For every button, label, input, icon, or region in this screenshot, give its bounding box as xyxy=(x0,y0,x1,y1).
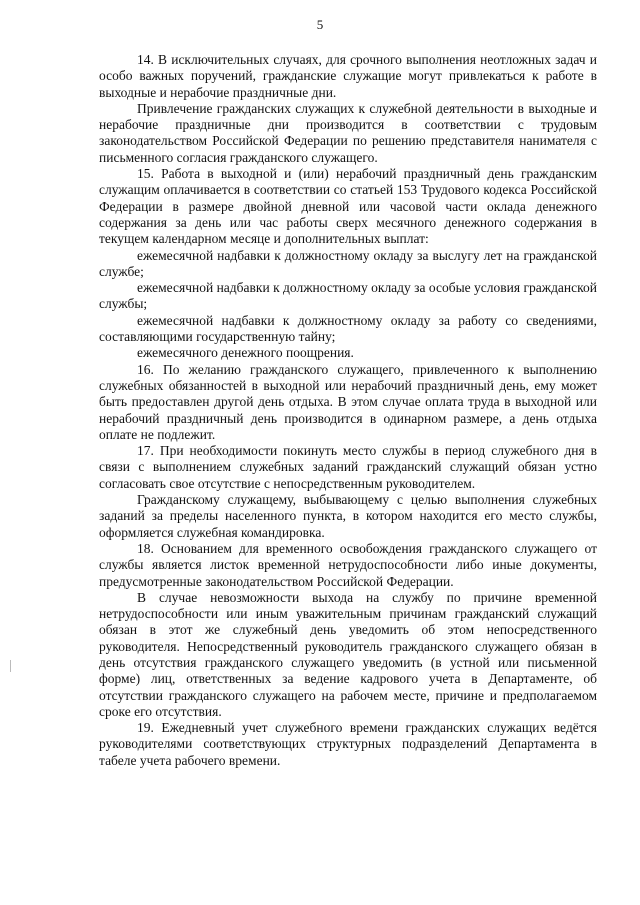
document-body xyxy=(99,52,597,769)
list-item-seniority-bonus: ежемесячной надбавки к должностному окладу за выслугу лет на гражданской службе; xyxy=(99,247,597,279)
paragraph-16: 16. По желанию гражданского служащего, привлеченного к выполнению служебных обязанностей в выходной или нерабочий праздничный день, ему может быть предоставлен другой день отдыха. В этом случае оплата труда в выходной или нерабочий праздничный день производится в одинарном размере, а день отдыха оплате не подлежит. xyxy=(99,361,597,442)
page-number: 5 xyxy=(316,17,324,32)
paragraph-18-absence-notice: В случае невозможности выхода на службу по причине временной нетрудоспособности или иным уважительным причинам гражданский служащий обязан в этот же служебный день уведомить об этом непосредственного руководителя. Непосредственный руководитель гражданского служащего обязан в день отсутствия гражданского служащего уведомить (в устной или письменной форме) лиц, ответственных за ведение кадрового учета в Департаменте, об отсутствии гражданского служащего на рабочем месте, причине и предполагаемом сроке его отсутствия. xyxy=(99,589,597,719)
paragraph-19: 19. Ежедневный учет служебного времени гражданских служащих ведётся руководителями соответствующих структурных подразделений Департамента в табеле учета рабочего времени. xyxy=(99,720,597,768)
list-item-special-conditions-bonus: ежемесячной надбавки к должностному окладу за особые условия гражданской службы; xyxy=(99,280,597,312)
list-item-state-secret-bonus: ежемесячной надбавки к должностному окладу за работу со сведениями, составляющими государственную тайну; xyxy=(99,312,597,345)
paragraph-17-business-trip: Гражданскому служащему, выбывающему с целью выполнения служебных заданий за пределы населенного пункта, в котором находится его место службы, оформляется служебная командировка. xyxy=(99,492,597,540)
scan-margin-mark xyxy=(10,660,11,672)
paragraph-17: 17. При необходимости покинуть место службы в период служебного дня в связи с выполнением служебных заданий гражданский служащий обязан устно согласовать свое отсутствие с непосредственным руководителем. xyxy=(99,443,597,491)
paragraph-15: 15. Работа в выходной и (или) нерабочий праздничный день гражданским служащим оплачивается в соответствии со статьей 153 Трудового кодекса Российской Федерации в размере двойной дневной или часовой части оклада денежного содержания за день или час работы сверх месячного денежного содержания в текущем календарном месяце и дополнительных выплат: xyxy=(99,166,597,247)
paragraph-18: 18. Основанием для временного освобождения гражданского служащего от службы является листок временной нетрудоспособности либо иные документы, предусмотренные законодательством Российской Федерации. xyxy=(99,540,597,589)
paragraph-14: 14. В исключительных случаях, для срочного выполнения неотложных задач и особо важных поручений, гражданские служащие могут привлекаться к работе в выходные и нерабочие праздничные дни. xyxy=(99,52,597,100)
paragraph-14-continued: Привлечение гражданских служащих к служебной деятельности в выходные и нерабочие праздничные дни производится в соответствии с трудовым законодательством Российской Федерации по решению представителя нанимателя с письменного согласия гражданского служащего. xyxy=(99,100,597,165)
list-item-monthly-incentive: ежемесячного денежного поощрения. xyxy=(137,345,354,361)
